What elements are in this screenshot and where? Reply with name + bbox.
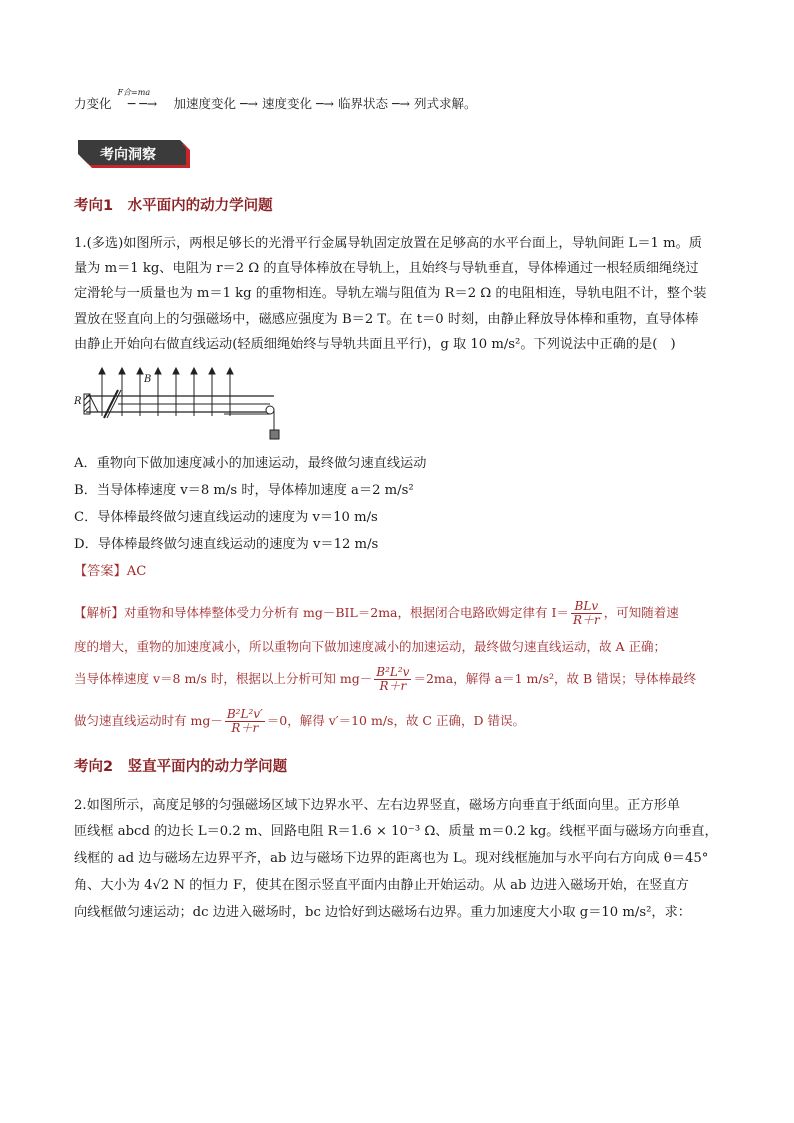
exp-text-1a: 【解析】对重物和导体棒整体受力分析有 mg－BIL＝2ma，根据闭合电路欧姆定律有 I＝ [74, 605, 569, 620]
q1-option-a: A．重物向下做加速度减小的加速运动，最终做匀速直线运动 [74, 456, 427, 471]
exp-fraction-2-num: B²L²v [376, 665, 410, 679]
q1-line-3: 定滑轮与一质量也为 m＝1 kg 的重物相连。导轨左端与阻值为 R＝2 Ω 的电阻相连，导轨电阻不计，整个装 [74, 286, 707, 301]
q2-line-4: 角、大小为 4√2 N 的恒力 F，使其在图示竖直平面内由静止开始运动。从 ab 边进入磁场开始，在竖直方 [74, 878, 689, 893]
section-badge [74, 136, 194, 172]
q1-line-5: 由静止开始向右做直线运动(轻质细绳始终与导轨共面且平行)，g 取 10 m/s²。下列说法中正确的是( ) [74, 337, 676, 352]
section2-title: 考向2 竖直平面内的动力学问题 [74, 759, 288, 775]
exp-fraction-3-den: R＋r [231, 721, 259, 735]
exp-fraction-2 [374, 666, 411, 693]
fig-label-R: R [74, 396, 82, 407]
process-flow [74, 88, 477, 112]
q1-option-c: C．导体棒最终做匀速直线运动的速度为 v＝10 m/s [74, 510, 378, 525]
exp-fraction-3 [225, 708, 265, 735]
q2-line-5: 向线框做匀速运动；dc 边进入磁场时，bc 边恰好到达磁场右边界。重力加速度大小取 g＝10 m/s²，求： [74, 905, 691, 920]
q2-line-2: 匝线框 abcd 的边长 L＝0.2 m、回路电阻 R＝1.6 × 10⁻³ Ω、质量 m＝0.2 kg。线框平面与磁场方向垂直， [74, 824, 718, 839]
fig-label-B: B [144, 374, 152, 385]
q2-line-1: 2.如图所示，高度足够的匀强磁场区域下边界水平、左右边界竖直，磁场方向垂直于纸面向里。正方形单 [74, 798, 681, 813]
exp-fraction-2-den: R＋r [379, 679, 407, 693]
exp-text-4a: 做匀速直线运动时有 mg－ [74, 713, 223, 728]
q1-explanation-line-2: 度的增大，重物的加速度减小，所以重物向下做加速度减小的加速运动，最终做匀速直线运动，故 A 正确； [74, 639, 666, 654]
q1-option-d: D．导体棒最终做匀速直线运动的速度为 v＝12 m/s [74, 537, 379, 552]
section1-title: 考向1 水平面内的动力学问题 [74, 198, 273, 214]
flow-step-solve: 列式求解。 [413, 96, 477, 111]
rail-diagram [74, 366, 294, 446]
flow-arrow-1: F合=ma ─ ─→ [116, 96, 170, 112]
flow-arrow-3: ─→ [315, 96, 334, 111]
q1-line-2: 量为 m＝1 kg、电阻为 r＝2 Ω 的直导体棒放在导轨上，且始终与导轨垂直，导体棒通过一根轻质细绳绕过 [74, 261, 699, 276]
badge-label: 考向洞察 [100, 147, 156, 163]
q1-explanation-line-3 [74, 666, 696, 693]
exp-fraction-3-num: B²L²v′ [226, 707, 263, 721]
q1-option-b: B．当导体棒速度 v＝8 m/s 时，导体棒加速度 a＝2 m/s² [74, 483, 414, 498]
q1-explanation-line-4 [74, 708, 525, 735]
q1-figure [74, 366, 294, 446]
q1-line-4: 置放在竖直向上的匀强磁场中，磁感应强度为 B＝2 T。在 t＝0 时刻，由静止释放导体棒和重物，直导体棒 [74, 312, 699, 327]
flow-step-acceleration: 加速度变化 [173, 96, 236, 111]
flow-step-velocity: 速度变化 [261, 96, 312, 111]
flow-arrow-4: ─→ [391, 96, 410, 111]
q1-answer: 【答案】AC [74, 564, 147, 579]
exp-text-3b: ＝2ma，解得 a＝1 m/s²，故 B 错误；导体棒最终 [413, 671, 697, 686]
exp-fraction-1-num: BLv [571, 600, 602, 614]
q2-line-3: 线框的 ad 边与磁场左边界平齐，ab 边与磁场下边界的距离也为 L。现对线框施加与水平向右方向成 θ＝45° [74, 851, 709, 866]
q1-explanation-line-1 [74, 600, 679, 627]
exp-text-1b: ，可知随着速 [603, 605, 679, 620]
exp-fraction-1-den: R＋r [572, 613, 600, 627]
q1-line-1: 1.(多选)如图所示，两根足够长的光滑平行金属导轨固定放置在足够高的水平台面上，导轨间距 L＝1 m。质 [74, 236, 702, 251]
flow-step-critical: 临界状态 [337, 96, 388, 111]
flow-step-force: 力变化 [74, 96, 112, 111]
flow-arrow-2: ─→ [239, 96, 258, 111]
exp-text-4b: ＝0，解得 v′＝10 m/s，故 C 正确，D 错误。 [266, 713, 525, 728]
exp-fraction-1 [571, 600, 602, 627]
exp-text-3a: 当导体棒速度 v＝8 m/s 时，根据以上分析可知 mg－ [74, 671, 373, 686]
flow-arrow-label: F合=ma [117, 88, 151, 97]
